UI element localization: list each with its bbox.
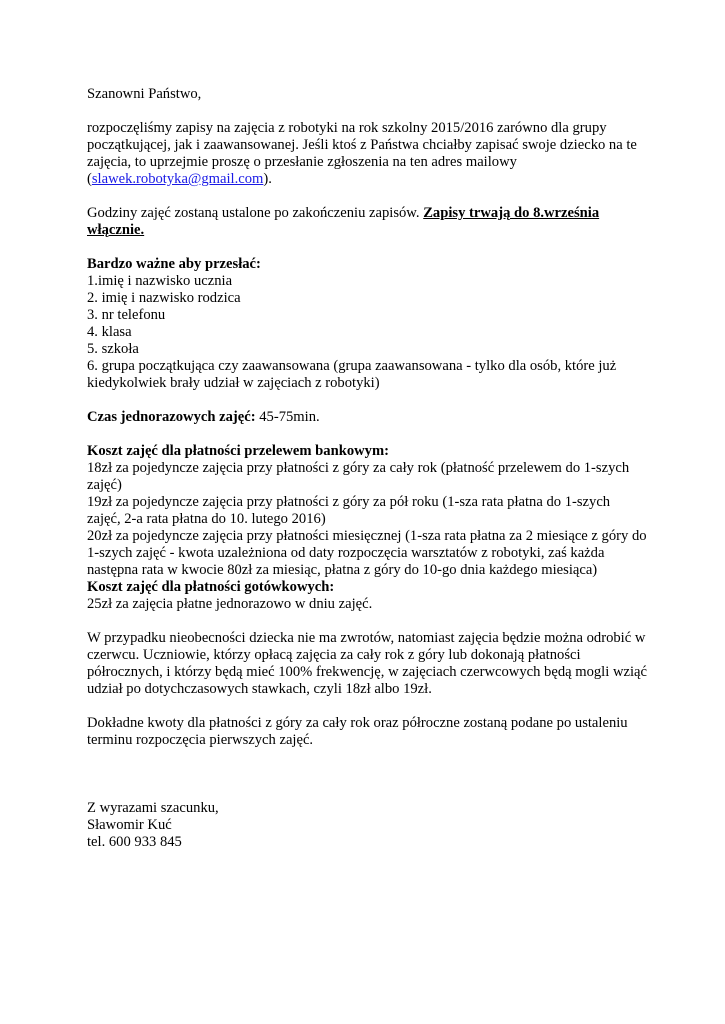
- list-item: 1.imię i nazwisko ucznia: [87, 273, 233, 289]
- spacer: [87, 766, 647, 783]
- exact-amounts-paragraph: Dokładne kwoty dla płatności z góry za cały rok oraz półroczne zostaną podane po ustaleniu terminu rozpoczęcia pierwszych zajęć.: [87, 715, 628, 748]
- list-item: 3. nr telefonu: [87, 307, 166, 323]
- duration-paragraph: [87, 409, 647, 426]
- email-link[interactable]: slawek.robotyka@gmail.com: [91, 171, 264, 187]
- list-item: 2. imię i nazwisko rodzica: [87, 290, 241, 306]
- spacer: [87, 426, 647, 443]
- absence-paragraph: W przypadku nieobecności dziecka nie ma zwrotów, natomiast zajęcia będzie można odrobić w czerwcu. Uczniowie, którzy opłacą zajęcia za cały rok z góry lub dokonają płatności półrocznych, i którzy będą mieć 100% frekwencję, w zajęciach czerwcowych będą mogli wziąć udział po dotychczasowych stawkach, czyli 18zł albo 19zł.: [87, 630, 647, 697]
- hours-paragraph: [87, 205, 647, 239]
- intro-text-end: ).: [263, 171, 272, 187]
- signature-phone: tel. 600 933 845: [87, 834, 182, 850]
- bank-cost-heading: Koszt zajęć dla płatności przelewem bankowym:: [87, 443, 389, 459]
- spacer: [87, 392, 647, 409]
- list-item: 20zł za pojedyncze zajęcia przy płatności miesięcznej (1-sza rata płatna za 2 miesiące z góry do 1-szych zajęć - kwota uzależniona od daty rozpoczęcia warsztatów z robotyki, zaś każda następna rata w kwocie 80zł za miesiąc, płatna z góry do 10-go dnia każdego miesiąca): [87, 528, 647, 578]
- cash-cost-text: 25zł za zajęcia płatne jednorazowo w dniu zajęć.: [87, 596, 373, 612]
- intro-paragraph: [87, 120, 647, 188]
- spacer: [87, 103, 647, 120]
- spacer: [87, 188, 647, 205]
- spacer: [87, 749, 647, 766]
- duration-label: Czas jednorazowych zajęć:: [87, 409, 256, 425]
- spacer: [87, 698, 647, 715]
- list-item: 6. grupa początkująca czy zaawansowana (grupa zaawansowana - tylko dla osób, które już kiedykolwiek brały udział w zajęciach z robotyki): [87, 358, 617, 391]
- list-item: 18zł za pojedyncze zajęcia przy płatności z góry za cały rok (płatność przelewem do 1-szych zajęć): [87, 460, 630, 493]
- cash-cost-heading: Koszt zajęć dla płatności gotówkowych:: [87, 579, 335, 595]
- duration-value: 45-75min.: [255, 409, 320, 425]
- signature-name: Sławomir Kuć: [87, 817, 172, 833]
- required-list: [87, 273, 647, 392]
- intro-text: rozpoczęliśmy zapisy na zajęcia z robotyki na rok szkolny 2015/2016 zarówno dla grupy początkującej, jak i zaawansowanej. Jeśli ktoś z Państwa chciałby zapisać swoje dziecko na te zajęcia, to uprzejmie proszę o przesłanie zgłoszenia na ten adres mailowy (: [87, 120, 637, 187]
- spacer: [87, 783, 647, 800]
- list-item: 4. klasa: [87, 324, 132, 340]
- list-item: 19zł za pojedyncze zajęcia przy płatności z góry za pół roku (1-sza rata płatna do 1-szych zajęć, 2-a rata płatna do 10. lutego 2016): [87, 494, 611, 527]
- signature-closing: Z wyrazami szacunku,: [87, 800, 219, 816]
- spacer: [87, 239, 647, 256]
- hours-text: Godziny zajęć zostaną ustalone po zakończeniu zapisów.: [87, 205, 424, 221]
- letter-page: [87, 86, 647, 851]
- list-item: 5. szkoła: [87, 341, 139, 357]
- salutation: Szanowni Państwo,: [87, 86, 202, 102]
- bank-cost-list: [87, 460, 647, 579]
- deadline-notice: Zapisy trwają do 8.września włącznie.: [87, 205, 600, 238]
- spacer: [87, 613, 647, 630]
- required-heading: Bardzo ważne aby przesłać:: [87, 256, 261, 272]
